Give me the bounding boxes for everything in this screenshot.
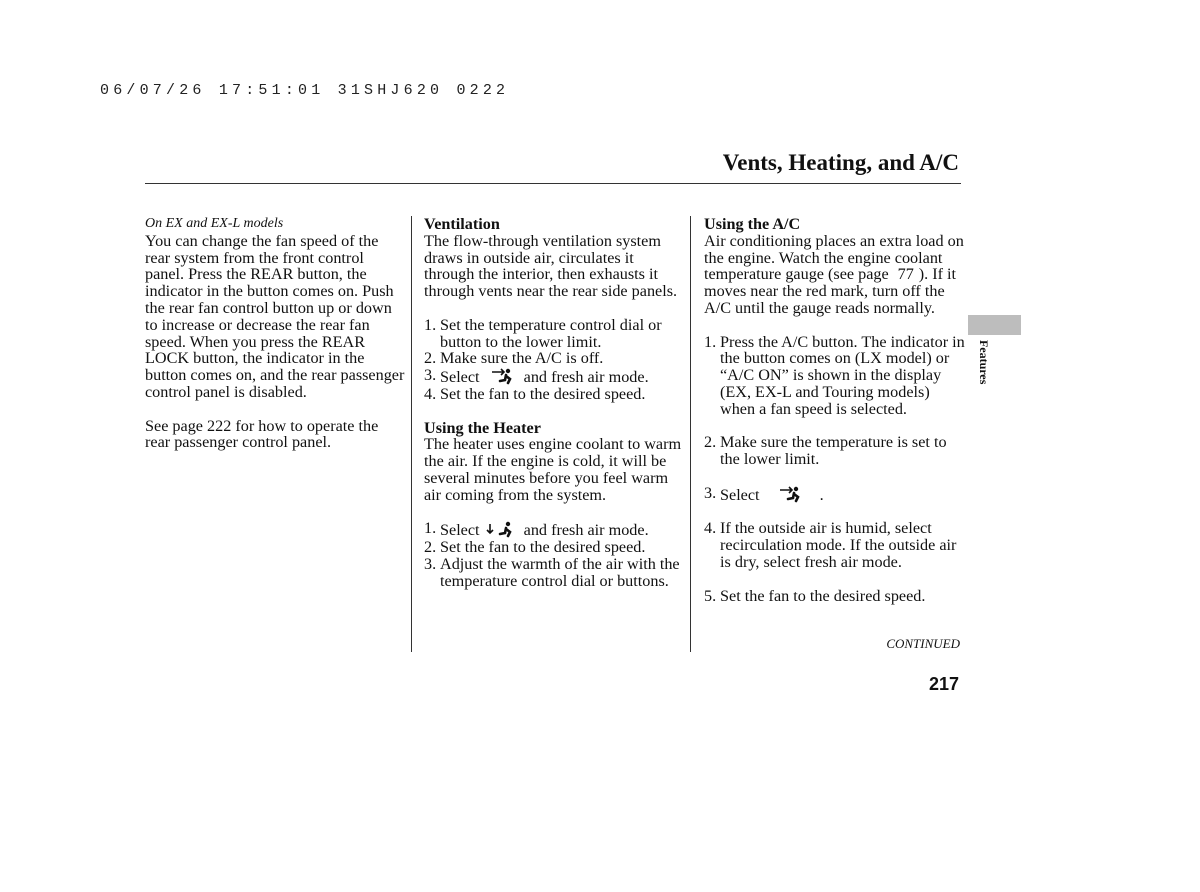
- column-right: [704, 216, 966, 604]
- page-title: Vents, Heating, and A/C: [722, 150, 959, 175]
- rear-panel-reference: See page 222 for how to operate the rear passenger control panel.: [145, 416, 379, 452]
- ac-paragraph: Air conditioning places an extra load on the engine. Watch the engine coolant temperature gauge (see page 77 ). If it moves near the red mark, turn off the A/C until the gauge reads normally.: [704, 231, 964, 317]
- vent-mode-icon: [764, 485, 816, 503]
- list-item: 1. Set the temperature control dial or button to the lower limit.: [424, 315, 662, 351]
- rear-fan-paragraph: You can change the fan speed of the rear system from the front control panel. Press the REAR button, the indicator in the button comes on. Push the rear fan control button up or down to increase or decrease the rear fan speed. When you press the REAR LOCK button, the indicator in the button comes on, and the rear passenger control panel is disabled.: [145, 231, 405, 401]
- heater-paragraph: The heater uses engine coolant to warm the air. If the engine is cold, it will be several minutes before you feel warm air coming from the system.: [424, 435, 682, 504]
- section-tab-label: Features: [977, 340, 991, 385]
- list-item: 1. Press the A/C button. The indicator in the button comes on (LX model) or “A/C ON” is shown in the display (EX, EX-L and Touring models) when a fan speed is selected.: [704, 332, 965, 418]
- page-reference-link[interactable]: 77: [897, 265, 914, 284]
- list-item: 2. Make sure the temperature is set to the lower limit.: [704, 433, 947, 469]
- section-tab[interactable]: [968, 315, 1021, 335]
- section-heading-ventilation: Ventilation: [424, 215, 500, 233]
- page-number: 217: [928, 674, 959, 694]
- list-item: 5. Set the fan to the desired speed.: [704, 586, 926, 605]
- column-left: [145, 216, 407, 451]
- continued-label: CONTINUED: [886, 636, 960, 651]
- vent-mode-icon: [484, 367, 520, 385]
- title-rule: [145, 183, 961, 184]
- list-item: 2. Make sure the A/C is off.: [424, 349, 604, 368]
- floor-vent-mode-icon: [484, 520, 520, 538]
- list-item: 4. If the outside air is humid, select recirculation mode. If the outside air is dry, select fresh air mode.: [704, 519, 957, 571]
- list-item: 3. Adjust the warmth of the air with the temperature control dial or buttons.: [424, 554, 680, 590]
- print-stamp: 06/07/26 17:51:01 31SHJ620 0222: [100, 82, 510, 99]
- column-divider: [690, 216, 691, 652]
- list-item: 3. Select and fresh air mode.: [424, 366, 649, 387]
- list-item: 1. Select and fresh air mode.: [424, 519, 649, 540]
- section-heading-ac: Using the A/C: [704, 215, 801, 233]
- list-item: 3. Select .: [704, 483, 824, 504]
- column-middle: [424, 216, 686, 590]
- column-divider: [411, 216, 412, 652]
- list-item: 2. Set the fan to the desired speed.: [424, 538, 646, 557]
- ventilation-paragraph: The flow-through ventilation system draws in outside air, circulates it through the interior, then exhausts it through vents near the rear side panels.: [424, 231, 678, 301]
- model-note: On EX and EX-L models: [145, 216, 284, 231]
- list-item: 4. Set the fan to the desired speed.: [424, 384, 646, 403]
- section-heading-heater: Using the Heater: [424, 418, 541, 437]
